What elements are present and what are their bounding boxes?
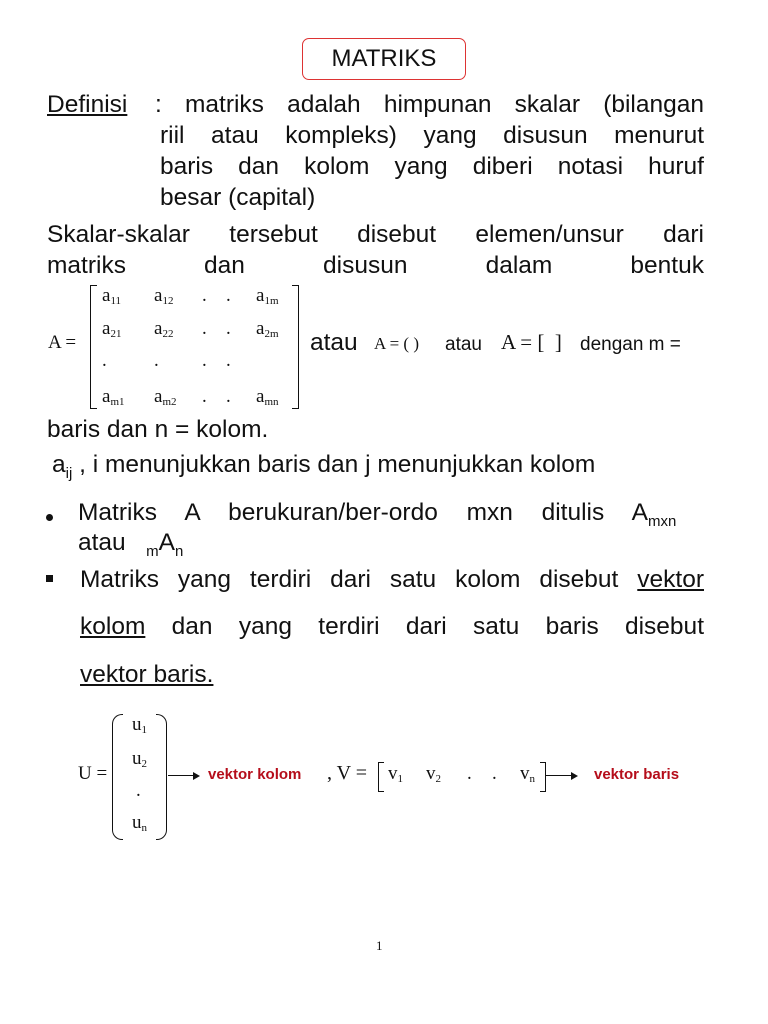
left-paren: [112, 714, 123, 840]
sub-m: m: [146, 542, 159, 560]
element-subscript: 2: [141, 758, 147, 770]
element-base: .: [226, 285, 231, 306]
page-number: 1: [376, 938, 383, 953]
vector-v-element: [467, 763, 472, 785]
vector-u-lhs: U =: [78, 763, 108, 784]
element-subscript: 1m: [264, 295, 279, 307]
element-base: .: [202, 386, 207, 407]
matrix-element: [154, 350, 159, 372]
element-subscript: 2: [435, 773, 441, 785]
vector-v-element: [492, 763, 497, 785]
paragraph-1-line-1: Skalar-skalar tersebut disebut elemen/unsur dari: [47, 221, 704, 248]
letter-a: A: [158, 529, 175, 556]
bullet-2-text: Matriks yang terdiri dari satu kolom disebut: [80, 566, 638, 593]
element-base: .: [226, 386, 231, 407]
matrix-element: [256, 285, 279, 307]
element-base: a: [256, 285, 265, 306]
left-bracket: [90, 285, 97, 409]
vector-v-element: [520, 763, 535, 785]
matrix-lhs: A =: [48, 332, 77, 353]
v-right-bracket: [540, 762, 546, 792]
paragraph-1-line-2: matriks dan disusun dalam bentuk: [47, 252, 704, 279]
v-left-bracket: [378, 762, 384, 792]
bullet-1-line-2: [78, 528, 183, 567]
definition-line-2: riil atau kompleks) yang disusun menurut: [160, 122, 704, 149]
matrix-element: [154, 386, 177, 408]
element-subscript: 2m: [264, 328, 279, 340]
element-base: .: [202, 285, 207, 306]
definition-term: [47, 90, 127, 120]
vector-u-element: [132, 748, 147, 770]
vector-v-element: [388, 763, 403, 785]
element-subscript: n: [529, 773, 535, 785]
element-subscript: n: [141, 822, 147, 834]
aij-a: a: [52, 451, 66, 478]
element-base: .: [492, 763, 497, 784]
atau-text-3: atau: [78, 529, 133, 556]
matrix-element: [256, 386, 279, 408]
element-base: .: [202, 318, 207, 339]
matrix-element: [154, 285, 173, 307]
element-base: .: [202, 350, 207, 371]
definition-line-1: : matriks adalah himpunan skalar (bilangan: [155, 91, 704, 118]
element-base: a: [102, 285, 111, 306]
matrix-element: [102, 350, 107, 372]
matrix-element: [202, 285, 207, 307]
element-base: u: [132, 748, 142, 769]
element-subscript: m2: [162, 396, 177, 408]
vector-u-element: [136, 780, 141, 802]
element-base: a: [256, 318, 265, 339]
atau-text: atau: [310, 329, 358, 356]
matrix-element: [202, 386, 207, 408]
label-vektor-kolom: vektor kolom: [208, 766, 302, 783]
element-base: a: [102, 318, 111, 339]
bullet-2-line-2: [80, 612, 704, 642]
element-base: u: [132, 812, 142, 833]
bullet-2-line-1: [80, 565, 704, 595]
element-subscript: 21: [110, 328, 122, 340]
page-title: MATRIKS: [302, 38, 466, 80]
alt-notation-brackets: A = [ ]: [501, 330, 562, 354]
element-base: .: [136, 780, 141, 801]
element-subscript: 11: [110, 295, 122, 307]
aij-sub: ij: [65, 464, 73, 482]
element-base: .: [226, 318, 231, 339]
bullet-1-text: Matriks A berukuran/ber-ordo mxn ditulis A: [78, 499, 648, 526]
term-vektor: vektor: [637, 566, 704, 593]
bullet-dot: [46, 514, 53, 521]
matrix-element: [154, 318, 173, 340]
bullet-square: [46, 575, 53, 582]
label-vektor-baris: vektor baris: [594, 766, 680, 783]
element-base: .: [226, 350, 231, 371]
aij-text: , i menunjukkan baris dan j menunjukkan kolom: [72, 451, 596, 478]
matrix-element: [202, 350, 207, 372]
element-base: v: [520, 763, 530, 784]
element-base: a: [154, 318, 163, 339]
element-base: u: [132, 714, 142, 735]
matrix-element: [102, 318, 121, 340]
paragraph-2: baris dan n = kolom.: [47, 416, 269, 443]
matrix-element: [102, 285, 121, 307]
element-base: .: [102, 350, 107, 371]
term-kolom: kolom: [80, 613, 146, 640]
matrix-element: [226, 318, 231, 340]
right-bracket: [292, 285, 299, 409]
term-vektor-baris: vektor baris.: [80, 661, 214, 688]
element-subscript: m1: [110, 396, 125, 408]
aij-line: [52, 450, 595, 489]
bullet-2-line-3: [80, 660, 213, 690]
element-subscript: mn: [264, 396, 279, 408]
arrow-icon: [546, 775, 576, 776]
matrix-element: [256, 318, 279, 340]
element-subscript: 1: [141, 724, 147, 736]
bullet-2-text-2: dan yang terdiri dari satu baris disebut: [145, 613, 704, 640]
vector-v-element: [426, 763, 441, 785]
matrix-element: [202, 318, 207, 340]
matrix-element: [226, 285, 231, 307]
sub-n: n: [174, 542, 184, 560]
dengan-text: dengan m =: [580, 334, 681, 355]
vector-u-element: [132, 714, 147, 736]
vector-v-lhs: , V =: [327, 762, 367, 784]
element-base: a: [256, 386, 265, 407]
matrix-element: [226, 386, 231, 408]
element-base: a: [102, 386, 111, 407]
definition-label: Definisi: [47, 91, 128, 118]
matrix-element: [102, 386, 125, 408]
definition-line-3: baris dan kolom yang diberi notasi huruf: [160, 153, 704, 180]
element-subscript: 1: [397, 773, 403, 785]
element-base: v: [426, 763, 436, 784]
atau-text-2: atau: [445, 334, 482, 355]
bullet-1-sub: mxn: [648, 512, 677, 530]
element-base: v: [388, 763, 398, 784]
element-subscript: 12: [162, 295, 174, 307]
right-paren: [156, 714, 167, 840]
element-base: a: [154, 386, 163, 407]
definition-line-4: besar (capital): [160, 184, 316, 211]
alt-notation-parentheses: A = ( ): [374, 334, 419, 353]
element-base: .: [467, 763, 472, 784]
matrix-element: [226, 350, 231, 372]
arrow-icon: [168, 775, 198, 776]
element-base: .: [154, 350, 159, 371]
element-base: a: [154, 285, 163, 306]
vector-u-element: [132, 812, 147, 834]
element-subscript: 22: [162, 328, 174, 340]
